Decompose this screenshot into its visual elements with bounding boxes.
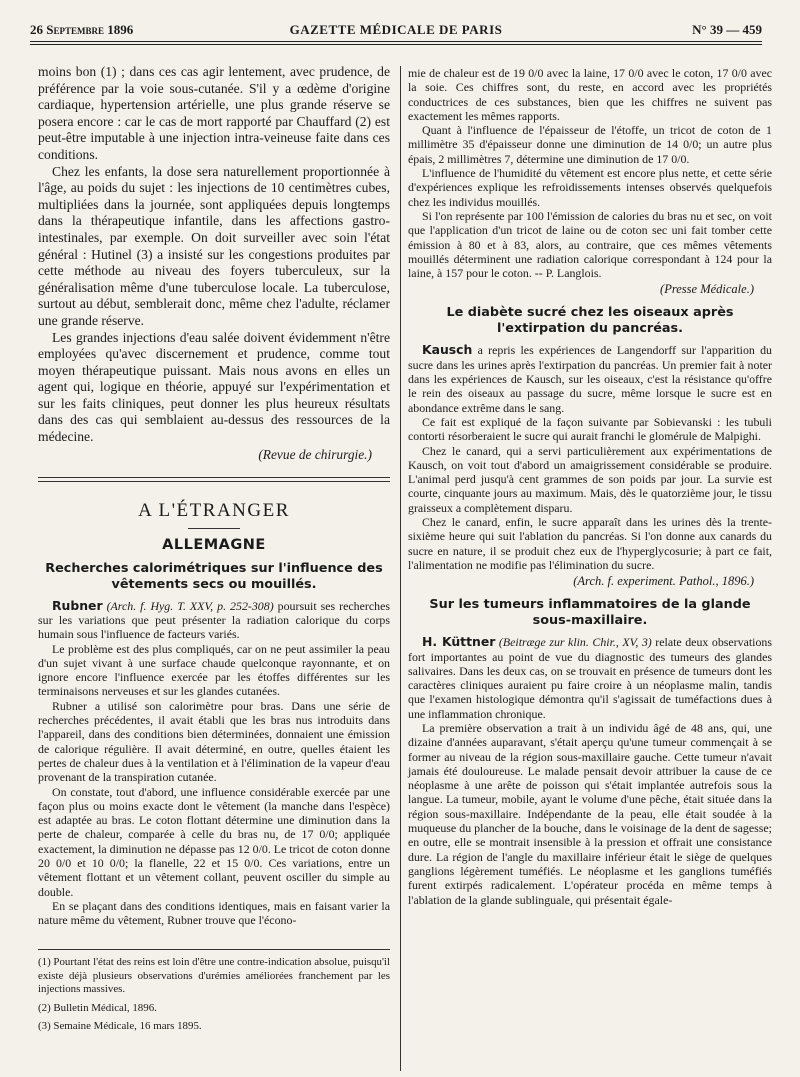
section-rule-thin (38, 481, 390, 482)
footnote: (3) Semaine Médicale, 16 mars 1895. (38, 1020, 202, 1033)
reference: (Arch. f. Hyg. T. XXV, p. 252-308) (106, 598, 274, 613)
paragraph: La première observation a trait à un individu âgé de 48 ans, qui, une dizaine d'années auparavant, s'était aperçu qu'une tumeur commençait à se former au niveau de la région sous-maxillaire gauche. Cette tumeur n'avait jamais été douloureuse. Le malade pensait devoir attribuer la cause de ce néoplasme à une arête de poisson qui s'était implantée autrefois sous la langue. La tumeur, mobile, ayant le volume d'une pêche, était située dans la région sous-maxillaire. Indépendante de la peau, elle était soudée à la muqueuse du plancher de la bouche, dans le voisinage de la dent de sagesse; en outre, elle se montrait insensible à la pression et offrait une consistance dure. La région de l'angle du maxillaire inférieur était le siège de quelques ganglions légèrement tuméfiés. Le néoplasme et les ganglions tuméfiés furent extirpés radicalement. L'opérateur procéda en même temps à l'ablation de la glande sublinguale, qui présentait égale- (408, 720, 772, 907)
header-title: GAZETTE MÉDICALE DE PARIS (289, 22, 503, 37)
reference: (Beitræge zur klin. Chir., XV, 3) (498, 635, 652, 650)
article-title: Recherches calorimétriques sur l'influence des vêtements secs ou mouillés. (45, 560, 383, 592)
section-rule (38, 477, 390, 478)
paragraph-text: a repris les expériences de Langendorff sur l'apparition du sucre dans les urines après l'extirpation du pancréas. Un premier fait à noter dans les expériences de Kausch, sur les oiseaux, c'est la résistance qu'offre le rein des oiseaux au passage du sucre, même lorsque le sucre est en abondance extrême dans le sang. (408, 343, 772, 415)
country-heading: ALLEMAGNE (162, 536, 266, 553)
header-date: 26 Septembre 1896 (30, 22, 134, 37)
footnote: (2) Bulletin Médical, 1896. (38, 1001, 157, 1014)
paragraph: Chez le canard, enfin, le sucre apparaît dans les urines dès la trente-sixième heure qui suit l'ablation du pancréas. Si l'on donne aux canards du sucre en nature, il se produit chez eux de l'hyperglycosurie; à part ce fait, l'alimentation ne modifie pas l'élimination du sucre. (408, 515, 772, 572)
heading-underline (188, 528, 240, 529)
paragraph: Chez le canard, qui a servi particulièrement aux expérimentations de Kausch, on voit tout d'abord un amaigrissement considérable se produire. L'animal perd jusqu'à cent grammes de son poids par jour. La survie est courte, cinquante jours au maximum. Mais, dès le quatorzième jour, le tissu graisseux a complètement disparu. (408, 443, 772, 515)
paragraph: On constate, tout d'abord, une influence considérable exercée par une façon plus ou moins exacte dont le vêtement (la manche dans l'espèce) est adaptée au bras. Le coton flottant détermine une diminution dans la perte de chaleur, comparée à celle du bras nu, de 17 0/0; appliquée exactement, la diminution ne dépasse pas 12 0/0. Le tricot de coton donne 20 0/0 et 10 0/0; la flanelle, 22 et 15 0/0. Ces variations, entre un vêtement flottant et un vêtement collant, peuvent osciller du simple au double. (38, 784, 390, 899)
article-title: Le diabète sucré chez les oiseaux après l'extirpation du pancréas. (446, 305, 734, 337)
header-page-number: N° 39 — 459 (692, 22, 762, 37)
paragraph: Chez les enfants, la dose sera naturellement proportionnée à l'âge, au poids du sujet : les injections de 10 centimètres cubes, multipliées dans la journée, sont appliquées depuis longtemps dans la thérapeutique infantile, dans les affections gastro-intestinales, par exemple. On doit surveiller avec soin l'état général : Hutinel (3) a insisté sur les congestions produites par cette méthode au niveau des foyers tuberculeux, sur la généralisation même d'une tuberculose locale. La tuberculose, surtout au début, semblerait donc, même chez l'adulte, réclamer une grande réserve. (38, 163, 390, 328)
author-name: H. Küttner (422, 634, 496, 650)
page-header (30, 20, 762, 40)
footnote: (1) Pourtant l'état des reins est loin d'être une contre-indication absolue, puisqu'il existe déjà plusieurs observations d'urémies améliorées franchement par les injections massives. (38, 956, 390, 996)
paragraph: Ce fait est expliqué de la façon suivante par Sobievanski : les tubuli contorti résorberaient le sucre qui aurait franchi le glomérule de Malpighi. (408, 414, 772, 444)
citation: (Presse Médicale.) (660, 282, 754, 297)
citation: (Arch. f. experiment. Pathol., 1896.) (573, 574, 754, 589)
article-title: Sur les tumeurs inflammatoires de la glande sous-maxillaire. (429, 597, 751, 629)
paragraph (408, 343, 772, 414)
author-name: Kausch (422, 342, 473, 358)
paragraph (38, 599, 390, 642)
paragraph: Le problème est des plus compliqués, car on ne peut assimiler la peau d'un sujet vivant à une surface chaude quelconque rayonnante, et on ignore encore l'influence exercée par les étoffes différentes sur les terminaisons nerveuses et sur les glandes cutanées. (38, 641, 390, 699)
paragraph: moins bon (1) ; dans ces cas agir lentement, avec prudence, de préférence par la voie sous-cutanée. S'il y a œdème d'origine cardiaque, hypertension artérielle, une plus grande réserve se posera encore : car le cas de mort rapporté par Chauffard (2) est peut-être imputable à une injection intra-veineuse faite dans ces conditions. (38, 64, 390, 162)
paragraph: L'influence de l'humidité du vêtement est encore plus nette, et cette série d'expériences explique les refroidissements intenses observés quelquefois chez les individus mouillés. (408, 166, 772, 209)
footnotes (38, 949, 390, 1034)
paragraph (408, 635, 772, 721)
author-name: Rubner (52, 597, 103, 613)
left-column (38, 64, 390, 1039)
paragraph: Si l'on représente par 100 l'émission de calories du bras nu et sec, on voit que l'application d'un tricot de laine ou de coton sec uni fait tomber cette émission à 80 et à 83, alors, au contraire, que ces mêmes vêtements mouillés déterminent une radiation calorique correspondant à 124 pour la laine, à 157 pour le coton. -- P. Langlois. (408, 208, 772, 281)
paragraph: En se plaçant dans des conditions identiques, mais en faisant varier la nature même du vêtement, Rubner trouve que l'écono- (38, 898, 390, 928)
paragraph: Quant à l'influence de l'épaisseur de l'étoffe, un tricot de coton de 1 millimètre 35 d'épaisseur donne une diminution de 14 0/0; un autre plus épais, 2 millimètres 7, détermine une diminution de 17 0/0. (408, 123, 772, 166)
header-rule-thin (30, 44, 762, 45)
paragraph-text: poursuit ses recherches sur les variations que peut présenter la radiation calorique du corps humain sous l'influence de facteurs variés. (38, 598, 390, 642)
column-divider (400, 66, 401, 1071)
footnote-rule (38, 949, 390, 950)
right-column (408, 66, 772, 907)
paragraph: mie de chaleur est de 19 0/0 avec la laine, 17 0/0 avec le coton, 17 0/0 avec la soie. Ces chiffres sont, du reste, en accord avec les propriétés conductrices de ces substances, bien que les chiffres ne suivent pas exactement les mêmes rapports. (408, 66, 772, 123)
citation: (Revue de chirurgie.) (258, 446, 372, 462)
paragraph: Les grandes injections d'eau salée doivent évidemment n'être employées qu'avec discernement et prudence, comme tout moyen thérapeutique puissant. Mais nous avons en elles un agent qui, logique en théorie, appuyé sur l'expérimentation et sur les faits cliniques, peut donner les plus heureux résultats dans des cas qui semblaient au-dessus des ressources de la médecine. (38, 329, 390, 445)
paragraph: Rubner a utilisé son calorimètre pour bras. Dans une série de recherches précédentes, il avait établi que les bras nus introduits dans l'appareil, dans des conditions bien déterminées, donnaient une émission de calorique régulière. Il avait déterminé, en outre, quelles étaient les pertes de chaleur dues à la ventilation et à l'élimination de la vapeur d'eau provenant de la transpiration cutanée. (38, 698, 390, 785)
section-heading-etranger: A L'ÉTRANGER (138, 499, 290, 521)
header-rule (30, 41, 762, 42)
paragraph-text: relate deux observations fort importantes au point de vue du diagnostic des tumeurs des glandes salivaires. Dans les deux cas, on se trouvait en présence de tumeurs dont les caractères cliniques auraient pu faire croire à un néoplasme malin, tandis que l'examen histologique démontra qu'il s'agissait de tuméfactions dues à une inflammation chronique. (408, 635, 772, 721)
